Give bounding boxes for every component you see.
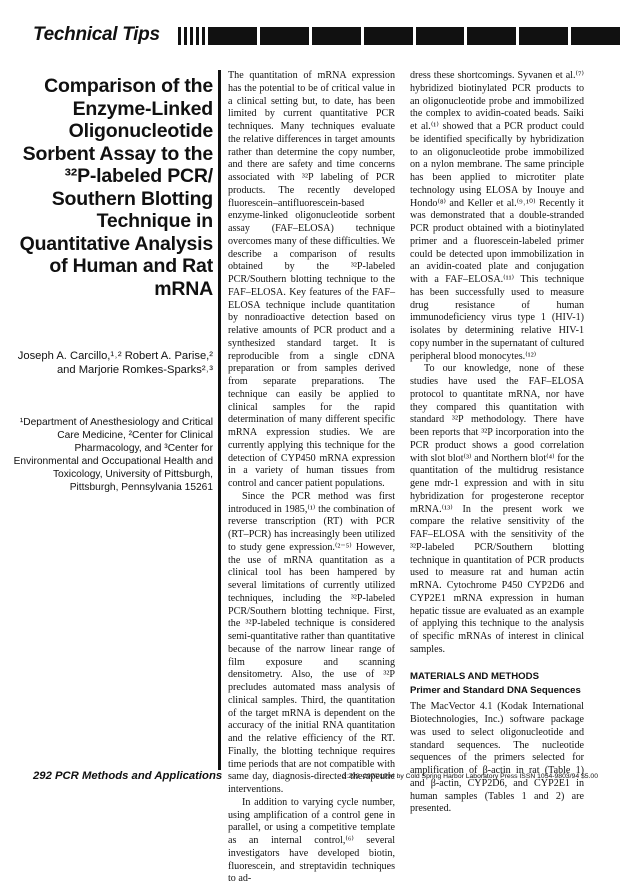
body-paragraph: To our knowledge, none of these studies have used the FAF–ELOSA protocol to quantitate mRNA, nor have they compared this quantitation with standard ³²P methodology. There have been reports that ³²P incorporation into the PCR product shows a good correlation with slot blot⁽³⁾ and Northern blot⁽⁴⁾ for the quantitation of the multidrug resistance gene mdr-1 expression and with in situ hybridization for progesterone receptor mRNA.⁽¹³⁾ In the present work we compare the relative sensitivity of the FAF–ELOSA with the sensitivity of the ³²P-labeled PCR/Southern blotting technique in quantitation of PCR products used to measure rat and human actin mRNA. Cytochrome P450 CYP2D6 and CYP2E1 mRNA expression in human hepatic tissue are evaluated as an example of applying this technique to the analysis of specific mRNAs of interest in clinical samples. (410, 363, 584, 655)
body-paragraph: Since the PCR method was first introduced in 1985,⁽¹⁾ the combination of reverse transcription (RT) with PCR (RT–PCR) has increasingly been utilized to study gene expression.⁽²⁻⁵⁾ However, the use of mRNA quantitation as a clinical tool has been hampered by several limitations of currently utilized techniques, including the ³²P-labeled PCR/Southern blotting technique. First, the ³²P-labeled technique is considered semi-quantitative rather than quantitative because of the narrow linear range of film exposure and scanning densitometry. Also, the use of ³²P precludes automated mass analysis of clinical samples. Third, the quantitation of the target mRNA is dependent on the accuracy of the initial RNA quantitation and the relative efficiency of the RT. Finally, the blotting technique requires time periods that are not compatible with same day, diagnosis-directed therapeutic interventions. (228, 490, 395, 795)
abstract-paragraph: The quantitation of mRNA expression has the potential to be of critical value in a clinical setting but, to date, has been limited by current quantitative PCR techniques. Many techniques evaluate the relative differences in target amounts rather than determine the copy number, and there are safety and time concerns associated with ³²P labeling of PCR products. The recently developed fluorescein–antifluorescein-based enzyme-linked oligonucleotide sorbent assay (FAF–ELOSA) technique overcomes many of these difficulties. We describe a comparison of results obtained by the ³²P-labeled PCR/Southern blotting technique to the FAF–ELOSA. Key features of the FAF–ELOSA technique include quantitation by nonradioactive detection based on relative amounts of PCR product and a synthesized standard target. It is reproducible from a single cDNA preparation or from samples derived from separate preparations. The technique can easily be applied to clinical samples for the rapid determination of many different specific mRNA expression studies. We are currently applying this technique for the detection of CYP450 mRNA expression in a variety of human tissues from control and cancer patient populations. (228, 70, 395, 489)
column-divider-rule (218, 70, 221, 770)
article-authors: Joseph A. Carcillo,¹˒² Robert A. Parise,² and Marjorie Romkes-Sparks²˒³ (17, 350, 213, 376)
running-header (0, 24, 620, 48)
body-column-1 (228, 70, 395, 886)
subsection-heading: Primer and Standard DNA Sequences (410, 685, 581, 697)
body-column-2 (410, 70, 584, 816)
body-paragraph: The MacVector 4.1 (Kodak International Biotechnologies, Inc.) software package was used to select oligonucleotide and standard sequences. The nucleotide sequences of the primers selected for amplification of β-actin in rat (Table 1) and β-actin, CYP2D6, and CYP2E1 in human samples (Tables 1 and 2) are presented. (410, 701, 584, 815)
body-paragraph: In addition to varying cycle number, using amplification of a control gene in parallel, or using a competitive template as an internal control,⁽⁶⁾ several investigators have developed biotin, fluorescein, and streptavidin techniques to ad- (228, 796, 395, 885)
section-label: Technical Tips (33, 24, 160, 45)
author-affiliations: ¹Department of Anesthesiology and Critical Care Medicine, ²Center for Clinical Pharmacology, and ³Center for Environmental and Occupational Health and Toxicology, University of Pittsburgh, Pittsburgh, Pennsylvania 15261 (13, 417, 213, 493)
page-footer (0, 770, 620, 790)
section-heading: MATERIALS AND METHODS (410, 670, 539, 682)
citation-line: 3:292–297©1994 by Cold Spring Harbor Laboratory Press ISSN 1054-9803/94 $5.00 (342, 773, 598, 780)
header-decorative-bars (178, 27, 620, 45)
article-title: Comparison of the Enzyme-Linked Oligonucleotide Sorbent Assay to the ³²P-labeled PCR/ Southern Blotting Technique in Quantitative Analysis of Human and Rat mRNA (19, 75, 213, 300)
body-paragraph: dress these shortcomings. Syvanen et al.⁽⁷⁾ hybridized biotinylated PCR products to an oligonucleotide probe and immobilized the complex to avidin-coated beads. Saiki et al.⁽¹⁾ showed that a PCR product could be identified specifically by hybridization to an oligonucleotide probe immobilized on a nylon membrane. The same principle has been applied to microtiter plate technology using ELOSA by Inouye and Hondo⁽⁸⁾ and Keller et al.⁽⁹˒¹⁰⁾ Recently it was demonstrated that a double-stranded PCR product obtained with a biotinylated primer and a fluorescein-labeled primer could be detected upon immobilization in an avidin-coated plate and conjugation with a FAF–ELOSA.⁽¹¹⁾ This technique has been successfully used to measure drug resistance of human immunodeficiency virus type 1 (HIV-1) isolates by determining relative HIV-1 copy number in the supernatant of cultured peripheral blood monocytes.⁽¹²⁾ (410, 70, 584, 362)
page-number-journal: 292 PCR Methods and Applications (33, 770, 223, 782)
